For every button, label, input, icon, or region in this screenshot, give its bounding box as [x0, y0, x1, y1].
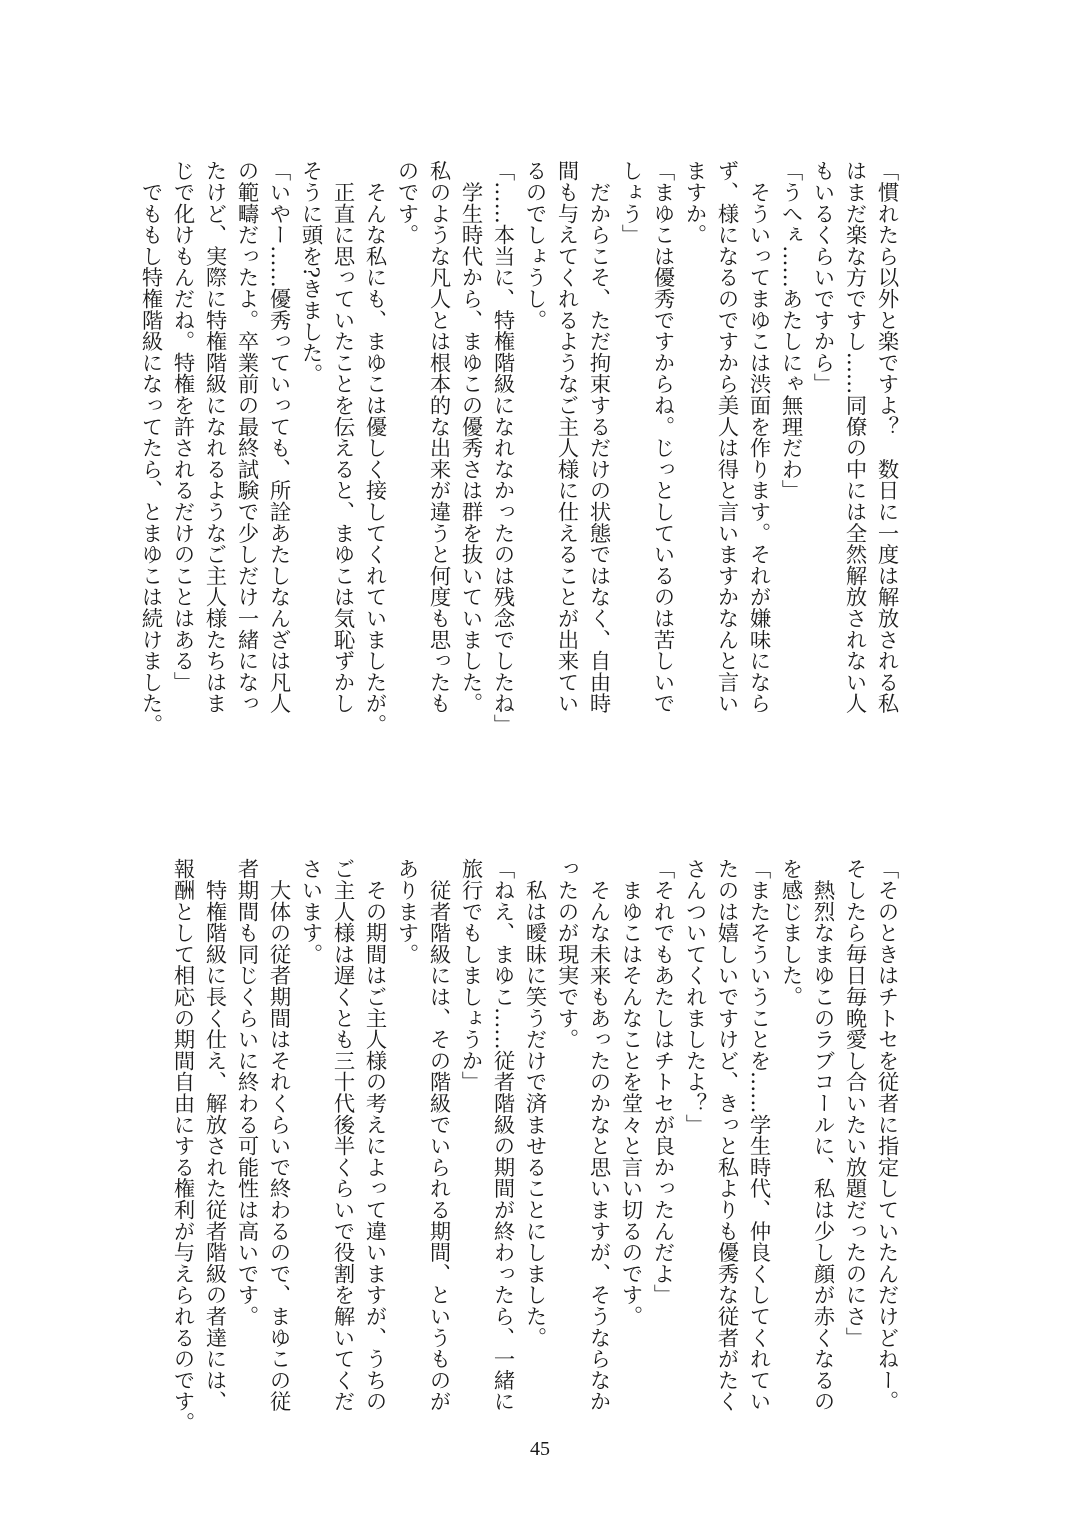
text-line: ご主人様は遅くとも三十代後半くらいで役割を解いてくだ: [330, 858, 355, 1412]
text-line: たのは嬉しいですけど、きっと私よりも優秀な従者がたく: [714, 858, 739, 1412]
text-line: を感じました。: [778, 858, 803, 1008]
text-line: 「いやー……優秀っていっても、所詮あたしなんざは凡人: [266, 160, 291, 714]
text-line: あります。: [394, 858, 419, 965]
text-line: 特権階級に長く仕え、解放された従者階級の者達には、: [202, 858, 227, 1412]
text-line: 熱烈なまゆこのラブコールに、私は少し顔が赤くなるの: [810, 858, 835, 1412]
text-line: 「慣れたら以外と楽ですよ？ 数日に一度は解放される私: [874, 160, 899, 714]
text-line: 「……本当に、特権階級になれなかったのは残念でしたね」: [490, 160, 515, 736]
text-line: そんな未来もあったのかなと思いますが、そうならなか: [586, 858, 611, 1412]
text-line: もいるくらいですから」: [810, 160, 835, 395]
text-line: 大体の従者期間はそれくらいで終わるので、まゆこの従: [266, 858, 291, 1412]
text-line: じで化けもんだね。特権を許されるだけのことはある」: [170, 160, 195, 693]
text-block-bottom: [166, 858, 902, 1438]
text-line: はまだ楽な方ですし……同僚の中には全然解放されない人: [842, 160, 867, 714]
text-line: 者期間も同じくらいに終わる可能性は高いです。: [234, 858, 259, 1327]
text-line: 報酬として相応の期間自由にする権利が与えられるのです。: [170, 858, 195, 1434]
text-line: 「うへぇ……あたしにゃ無理だわ」: [778, 160, 803, 501]
page-number: 45: [530, 1438, 550, 1460]
text-line: 学生時代から、まゆこの優秀さは群を抜いていました。: [458, 160, 483, 714]
text-line: ったのが現実です。: [554, 858, 579, 1050]
text-line: さんついてくれましたよ？」: [682, 858, 707, 1135]
text-block-top: [134, 160, 902, 740]
text-line: 従者階級には、その階級でいられる期間、というものが: [426, 858, 451, 1412]
text-line: たけど、実際に特権階級になれるようなご主人様たちはま: [202, 160, 227, 714]
text-line: まゆこはそんなことを堂々と言い切るのです。: [618, 858, 643, 1327]
text-line: ますか。: [682, 160, 707, 246]
text-line: でももし特権階級になってたら、とまゆこは続けました。: [138, 160, 163, 736]
text-line: 「まゆこは優秀ですからね。じっとしているのは苦しいで: [650, 160, 675, 714]
text-line: 間も与えてくれるようなご主人様に仕えることが出来てい: [554, 160, 579, 714]
text-line: 旅行でもしましょうか」: [458, 858, 483, 1093]
text-line: さいます。: [298, 858, 323, 965]
text-line: 「またそういうことを……学生時代、仲良くしてくれてい: [746, 858, 771, 1412]
text-line: その期間はご主人様の考えによって違いますが、うちの: [362, 858, 387, 1412]
text-line: るのでしょうし。: [522, 160, 547, 331]
text-line: 私のような凡人とは根本的な出来が違うと何度も思ったも: [426, 160, 451, 714]
text-line: の範疇だったよ。卒業前の最終試験で少しだけ一緒になっ: [234, 160, 259, 714]
text-line: だからこそ、ただ拘束するだけの状態ではなく、自由時: [586, 160, 611, 714]
text-line: しょう」: [618, 160, 643, 246]
text-line: 「それでもあたしはチトセが良かったんだよ」: [650, 858, 675, 1306]
text-line: 私は曖昧に笑うだけで済ませることにしました。: [522, 858, 547, 1348]
text-line: ず、様になるのですから美人は得と言いますかなんと言い: [714, 160, 739, 714]
text-line: のです。: [394, 160, 419, 246]
text-line: 「そのときはチトセを従者に指定していたんだけどねー。: [874, 858, 899, 1412]
text-line: そしたら毎日毎晩愛し合いたい放題だったのにさ」: [842, 858, 867, 1348]
text-line: そんな私にも、まゆこは優しく接してくれていましたが。: [362, 160, 387, 736]
text-line: そういってまゆこは渋面を作ります。それが嫌味になら: [746, 160, 771, 714]
text-line: そうに頭を?きました。: [298, 160, 323, 385]
text-line: 正直に思っていたことを伝えると、まゆこは気恥ずかし: [330, 160, 355, 714]
text-line: 「ねえ、まゆこ……従者階級の期間が終わったら、一緒に: [490, 858, 515, 1412]
